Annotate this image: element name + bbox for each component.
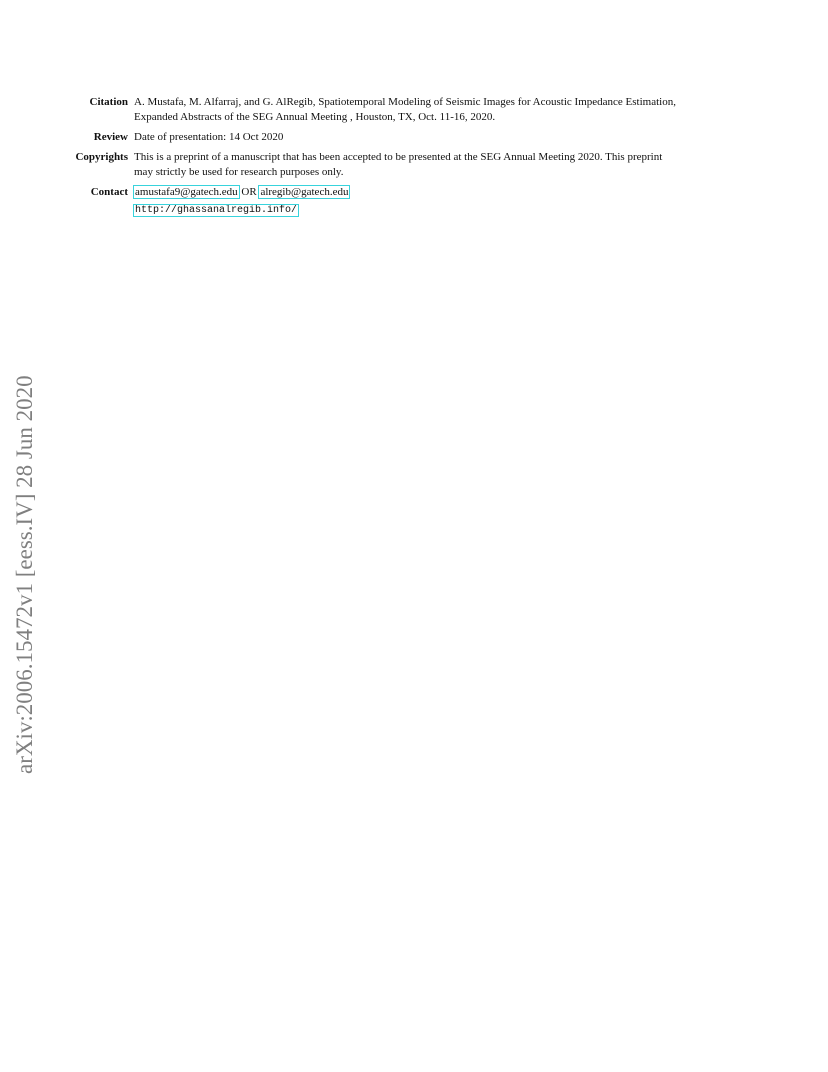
copyrights-line-2: may strictly be used for research purposes only. [134, 166, 344, 178]
email-link-alregib[interactable]: alregib@gatech.edu [260, 186, 349, 198]
contact-website-line [134, 202, 750, 218]
review-label: Review [93, 131, 128, 143]
copyrights-line-1: This is a preprint of a manuscript that has been accepted to be presented at the SEG Annual Meeting 2020. This preprint [134, 151, 663, 163]
arxiv-id-text: arXiv:2006.15472v1 [eess.IV] 28 Jun 2020 [12, 375, 37, 774]
copyrights-value [134, 149, 750, 180]
citation-line-1: A. Mustafa, M. Alfarraj, and G. AlRegib, Spatiotemporal Modeling of Seismic Images for Acoustic Impedance Estimation, [134, 96, 676, 108]
contact-or-separator: OR [241, 186, 257, 198]
contact-row [60, 184, 750, 218]
citation-row [60, 94, 750, 125]
email-link-mustafa[interactable]: amustafa9@gatech.edu [135, 186, 238, 198]
contact-value [134, 184, 750, 218]
citation-metadata-block [60, 94, 750, 222]
copyrights-row [60, 149, 750, 180]
website-link[interactable]: http://ghassanalregib.info/ [135, 205, 298, 216]
copyrights-label: Copyrights [75, 151, 128, 163]
review-value [134, 129, 750, 145]
review-row [60, 129, 750, 145]
citation-line-2: Expanded Abstracts of the SEG Annual Meeting , Houston, TX, Oct. 11-16, 2020. [134, 111, 496, 123]
citation-value [134, 94, 750, 125]
contact-label: Contact [90, 186, 128, 198]
arxiv-side-stamp [2, 288, 48, 774]
contact-emails-line [134, 185, 750, 200]
citation-label: Citation [89, 96, 128, 108]
review-text: Date of presentation: 14 Oct 2020 [134, 131, 284, 143]
